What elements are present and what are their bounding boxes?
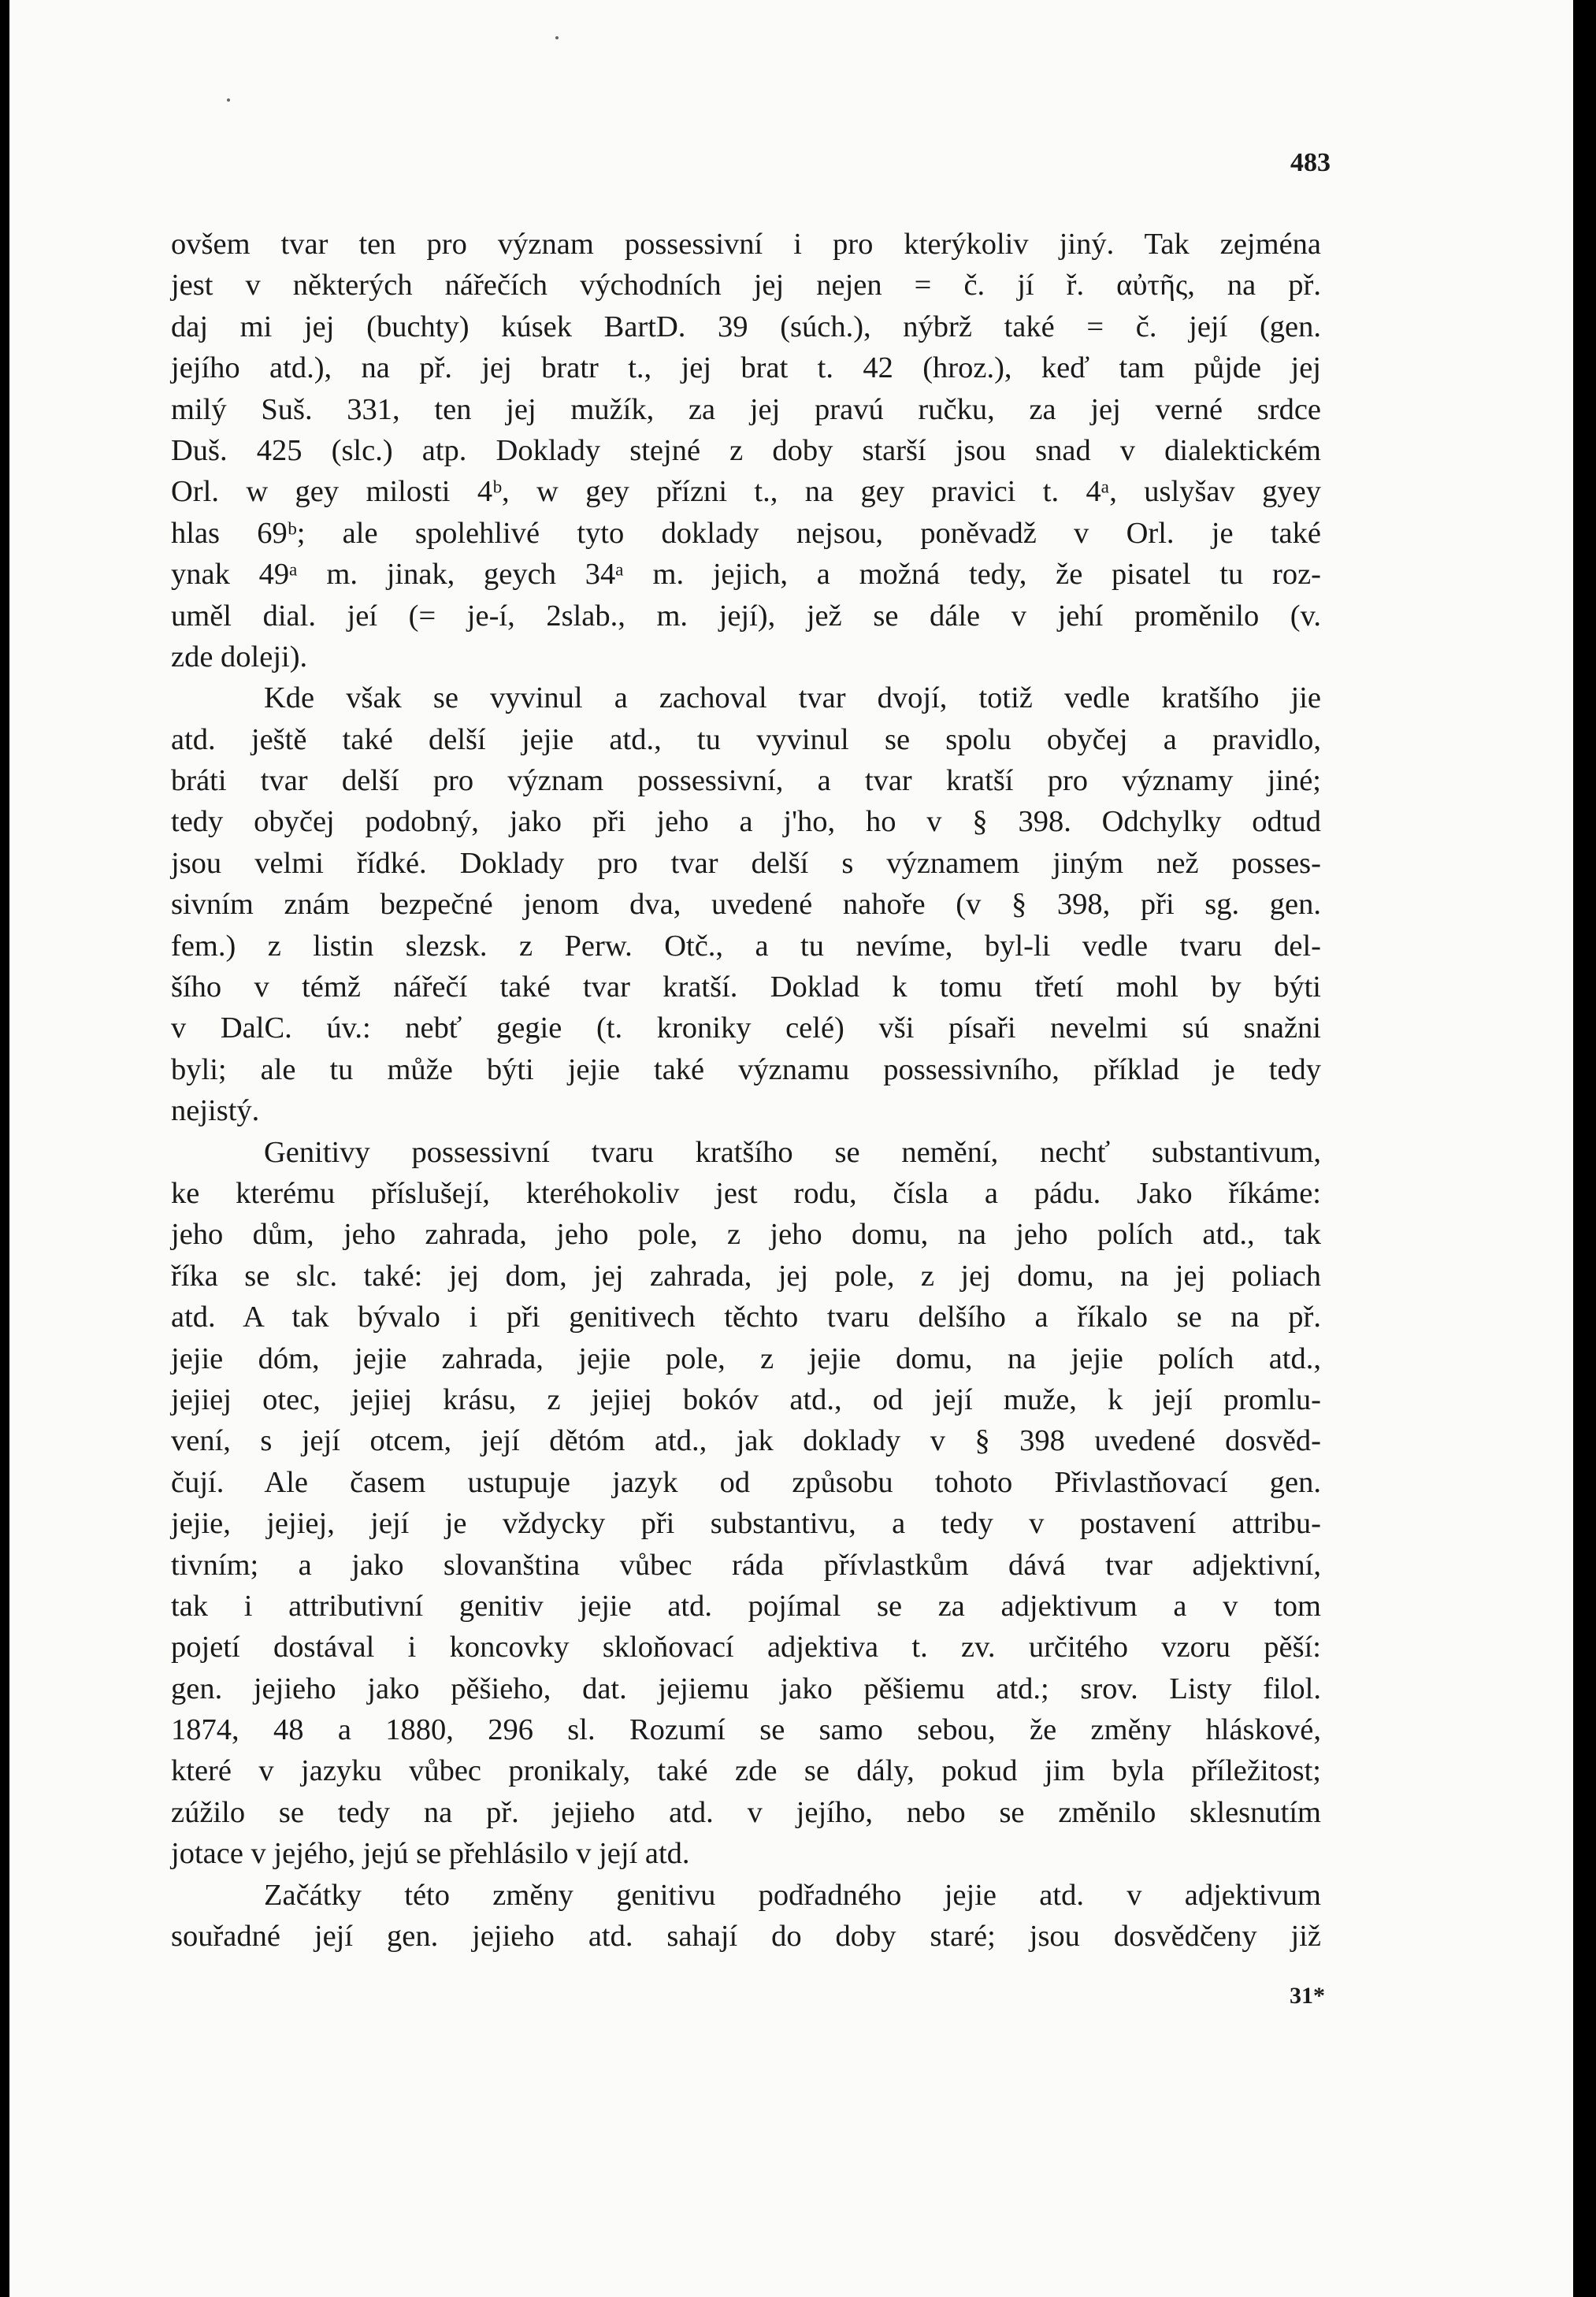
text-line: daj mi jej (buchty) kúsek BartD. 39 (súch.), nýbrž také = č. její (gen. xyxy=(171,310,1321,343)
text-line: zde doleji). xyxy=(171,640,308,674)
paragraph-first-line: Kde však se vyvinul a zachoval tvar dvojí, totiž vedle kratšího jie xyxy=(264,681,1321,715)
text-line: gen. jejieho jako pěšieho, dat. jejiemu jako pěšiemu atd.; srov. Listy filol. xyxy=(171,1672,1321,1705)
text-line: fem.) z listin slezsk. z Perw. Otč., a tu nevíme, byl-li vedle tvaru del- xyxy=(171,929,1321,963)
text-line: ke kterému příslušejí, kteréhokoliv jest rodu, čísla a pádu. Jako říkáme: xyxy=(171,1176,1321,1210)
text-line: říka se slc. také: jej dom, jej zahrada, jej pole, z jej domu, na jej poliach xyxy=(171,1259,1321,1293)
text-line: tedy obyčej podobný, jako při jeho a j'ho, ho v § 398. Odchylky odtud xyxy=(171,805,1321,839)
text-line: nejistý. xyxy=(171,1094,260,1128)
text-line: jejie, jejiej, její je vždycky při substantivu, a tedy v postavení attribu- xyxy=(171,1507,1321,1541)
printer-signature: 31* xyxy=(1290,1983,1325,2009)
text-line: které v jazyku vůbec pronikaly, také zde se dály, pokud jim byla příležitost; xyxy=(171,1754,1321,1788)
text-line: zúžilo se tedy na př. jejieho atd. v jejího, nebo se změnilo sklesnutím xyxy=(171,1795,1321,1829)
text-line: Orl. w gey milosti 4ᵇ, w gey přízni t., na gey pravici t. 4ᵃ, uslyšav gyey xyxy=(171,475,1321,509)
text-line: uměl dial. jeí (= je-í, 2slab., m. její), jež se dále v jehí proměnilo (v. xyxy=(171,599,1321,633)
text-line: 1874, 48 a 1880, 296 sl. Rozumí se samo sebou, že změny hláskové, xyxy=(171,1713,1321,1747)
text-line: milý Suš. 331, ten jej mužík, za jej pravú ručku, za jej verné srdce xyxy=(171,392,1321,426)
page-number: 483 xyxy=(1290,148,1331,177)
text-line: ovšem tvar ten pro význam possessivní i pro kterýkoliv jiný. Tak zejména xyxy=(171,228,1321,261)
text-line: ynak 49ᵃ m. jinak, geych 34ᵃ m. jejich, a možná tedy, že pisatel tu roz- xyxy=(171,558,1321,592)
text-line: jejiej otec, jejiej krásu, z jejiej bokóv atd., od její muže, k její promlu- xyxy=(171,1382,1321,1416)
text-line: tivním; a jako slovanština vůbec ráda přívlastkům dává tvar adjektivní, xyxy=(171,1548,1321,1582)
text-line: jest v některých nářečích východních jej nejen = č. jí ř. αὐτῆς, na př. xyxy=(171,269,1321,302)
text-line: atd. ještě také delší jejie atd., tu vyvinul se spolu obyčej a pravidlo, xyxy=(171,722,1321,756)
text-line: hlas 69ᵇ; ale spolehlivé tyto doklady nejsou, poněvadž v Orl. je také xyxy=(171,516,1321,550)
paragraph-first-line: Genitivy possessivní tvaru kratšího se nemění, nechť substantivum, xyxy=(264,1135,1321,1169)
text-line: atd. A tak bývalo i při genitivech těchto tvaru delšího a říkalo se na př. xyxy=(171,1301,1321,1334)
text-line: bráti tvar delší pro význam possessivní, a tvar kratší pro významy jiné; xyxy=(171,764,1321,798)
text-line: pojetí dostával i koncovky skloňovací adjektiva t. zv. určitého vzoru pěší: xyxy=(171,1631,1321,1664)
text-line: souřadné její gen. jejieho atd. sahají do doby staré; jsou dosvědčeny již xyxy=(171,1920,1321,1954)
print-speck xyxy=(555,36,559,39)
text-line: byli; ale tu může býti jejie také významu possessivního, příklad je tedy xyxy=(171,1052,1321,1086)
book-page xyxy=(9,0,1573,2297)
text-line: jeho dům, jeho zahrada, jeho pole, z jeho domu, na jeho polích atd., tak xyxy=(171,1218,1321,1252)
paragraph-first-line: Začátky této změny genitivu podřadného jejie atd. v adjektivum xyxy=(264,1878,1321,1912)
text-line: sivním znám bezpečné jenom dva, uvedené nahoře (v § 398, při sg. gen. xyxy=(171,888,1321,922)
text-line: jsou velmi řídké. Doklady pro tvar delší s významem jiným než posses- xyxy=(171,846,1321,880)
text-line: tak i attributivní genitiv jejie atd. pojímal se za adjektivum a v tom xyxy=(171,1589,1321,1623)
text-line: šího v témž nářečí také tvar kratší. Doklad k tomu třetí mohl by býti xyxy=(171,970,1321,1004)
text-line: jejího atd.), na př. jej bratr t., jej brat t. 42 (hroz.), keď tam půjde jej xyxy=(171,351,1321,385)
text-line: v DalC. úv.: nebť gegie (t. kroniky celé) vši písaři nevelmi sú snažni xyxy=(171,1011,1321,1045)
print-speck xyxy=(227,98,230,102)
text-line: jotace v jejého, jejú se přehlásilo v její atd. xyxy=(171,1837,690,1871)
text-line: vení, s její otcem, její dětóm atd., jak doklady v § 398 uvedené dosvěd- xyxy=(171,1424,1321,1458)
text-line: čují. Ale časem ustupuje jazyk od způsobu tohoto Přivlastňovací gen. xyxy=(171,1465,1321,1499)
text-line: Duš. 425 (slc.) atp. Doklady stejné z doby starší jsou snad v dialektickém xyxy=(171,433,1321,467)
text-line: jejie dóm, jejie zahrada, jejie pole, z jejie domu, na jejie polích atd., xyxy=(171,1341,1321,1375)
body-text xyxy=(171,224,1321,1957)
